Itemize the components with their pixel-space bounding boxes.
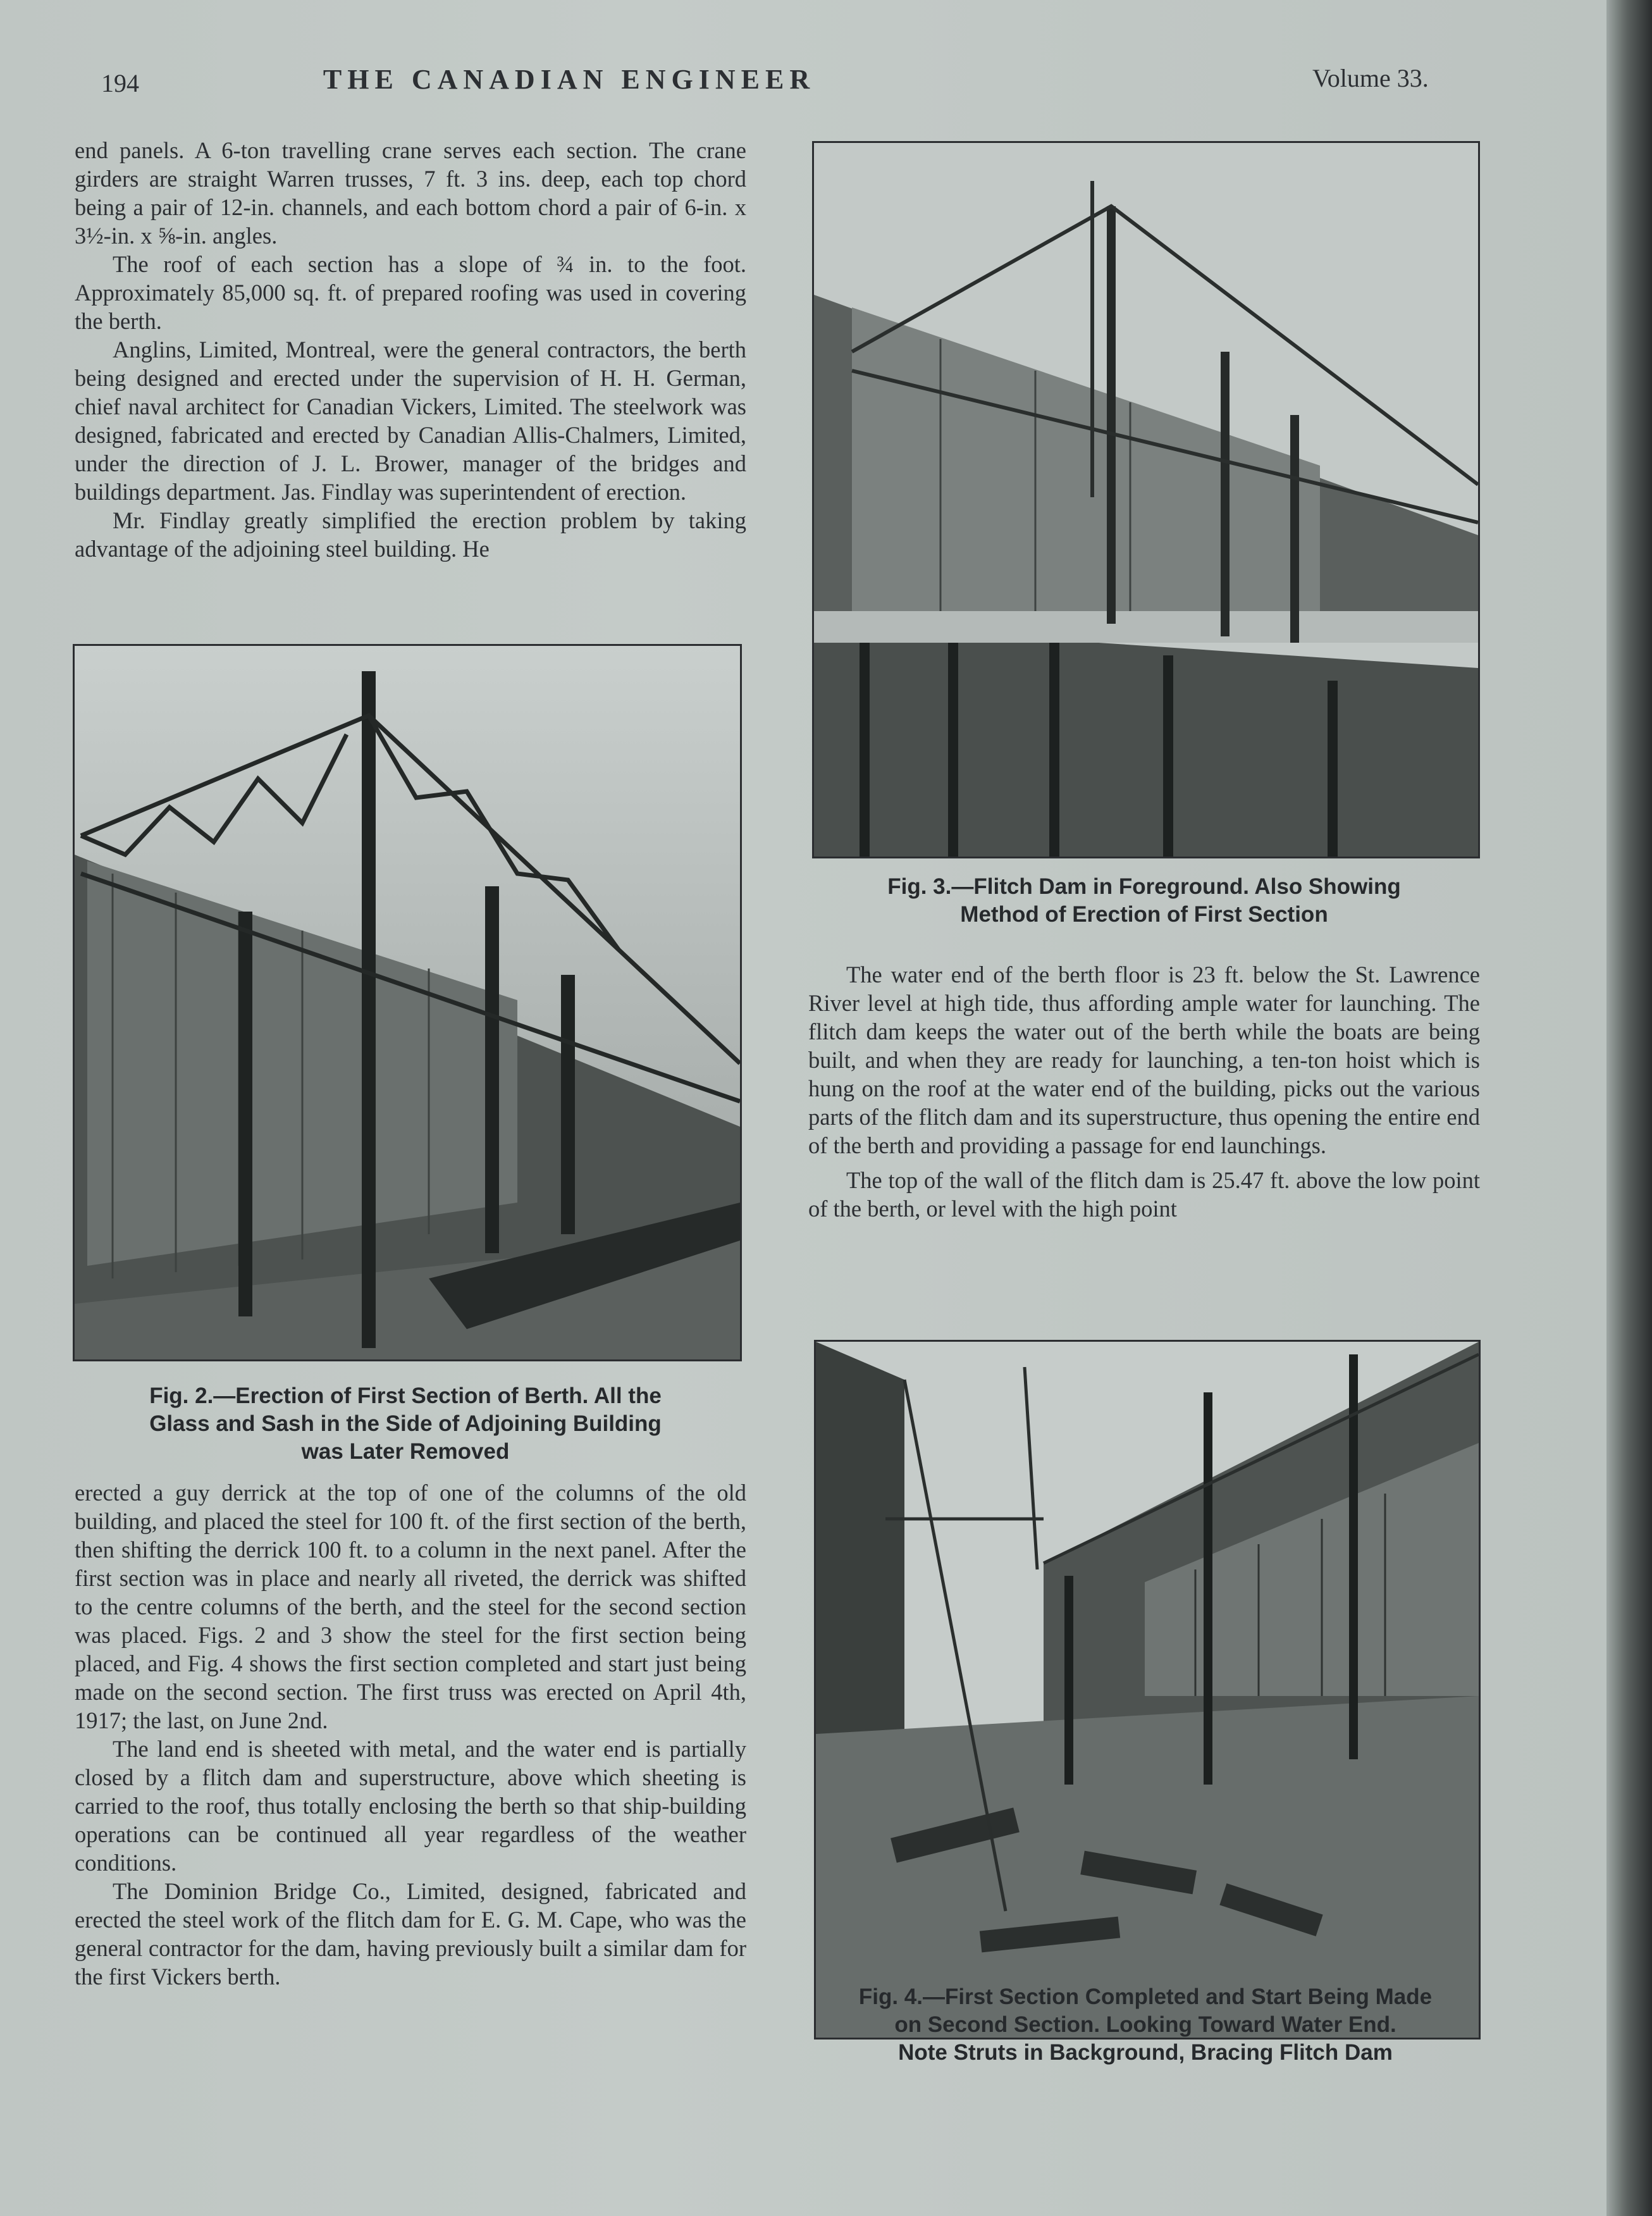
paragraph: The Dominion Bridge Co., Limited, designed, fabricated and erected the steel work of the flitch dam for E. G. M. Cape, who was the general contractor for the dam, having previously built a similar dam for the first Vickers berth. xyxy=(75,1878,746,1990)
caption-line: was Later Removed xyxy=(301,1439,510,1464)
caption-line: Fig. 4.—First Section Completed and Start Being Made xyxy=(858,1984,1433,2009)
book-spine-shadow xyxy=(1606,0,1652,2216)
fig3-caption xyxy=(812,873,1476,929)
page-number: 194 xyxy=(101,69,139,97)
caption-line: on Second Section. Looking Toward Water End. xyxy=(894,2012,1396,2037)
paragraph: Mr. Findlay greatly simplified the erection problem by taking advantage of the adjoining steel building. He xyxy=(75,507,746,562)
paragraph: erected a guy derrick at the top of one of the columns of the old building, and placed the steel for 100 ft. of the first section of the berth, then shifting the derrick 100 ft. to a column in the next panel. After the first section was in place and nearly all riveted, the derrick was shifted to the centre columns of the berth, and the steel for the second section was placed. Figs. 2 and 3 show the steel for the first section being placed, and Fig. 4 shows the first section completed and start just being made on the second section. The first truss was erected on April 4th, 1917; the last, on June 2nd. xyxy=(75,1480,746,1733)
volume-label: Volume 33. xyxy=(1312,64,1429,92)
caption-line: Note Struts in Background, Bracing Flitch Dam xyxy=(898,2040,1393,2065)
caption-line: Fig. 2.—Erection of First Section of Berth. All the xyxy=(149,1383,662,1408)
caption-line: Fig. 3.—Flitch Dam in Foreground. Also Showing xyxy=(887,874,1401,899)
left-column-bottom-text xyxy=(75,1478,746,1991)
paragraph: The top of the wall of the flitch dam is 25.47 ft. above the low point of the berth, or level with the high point xyxy=(808,1167,1480,1222)
paragraph: The water end of the berth floor is 23 ft. below the St. Lawrence River level at high tide, thus affording ample water for launching. The flitch dam keeps the water out of the berth while the boats are being built, and when they are ready for launching, a ten-ton hoist which is hung on the roof at the water end of the building, picks out the various parts of the flitch dam and its superstructure, thus opening the entire end of the berth and providing a passage for end launchings. xyxy=(808,962,1480,1158)
paragraph: The roof of each section has a slope of ¾ in. to the foot. Approximately 85,000 sq. ft. of prepared roofing was used in covering the berth. xyxy=(75,251,746,334)
fig2-caption xyxy=(73,1382,738,1466)
fig4-caption xyxy=(812,1983,1479,2067)
right-column-text xyxy=(808,960,1480,1223)
fig3-photo xyxy=(812,141,1480,858)
caption-line: Glass and Sash in the Side of Adjoining Building xyxy=(149,1411,662,1436)
left-column-top-text xyxy=(75,136,746,563)
fig4-photo xyxy=(814,1340,1481,2040)
page-header xyxy=(0,61,1606,99)
fig2-photo xyxy=(73,644,742,1361)
paragraph: end panels. A 6-ton travelling crane serves each section. The crane girders are straight Warren trusses, 7 ft. 3 ins. deep, each top chord being a pair of 12-in. channels, and each bottom chord a pair of 6-in. x 3½-in. x ⅝-in. angles. xyxy=(75,137,746,249)
paragraph: Anglins, Limited, Montreal, were the general contractors, the berth being designed and erected under the supervision of H. H. German, chief naval architect for Canadian Vickers, Limited. The steelwork was designed, fabricated and erected by Canadian Allis-Chalmers, Limited, under the direction of J. L. Brower, manager of the bridges and buildings department. Jas. Findlay was superintendent of erection. xyxy=(75,337,746,505)
journal-title: THE CANADIAN ENGINEER xyxy=(323,64,816,95)
caption-line: Method of Erection of First Section xyxy=(960,902,1328,927)
paragraph: The land end is sheeted with metal, and the water end is partially closed by a flitch dam and superstructure, above which sheeting is carried to the roof, thus totally enclosing the berth so that ship-building operations can be continued all year regardless of the weather conditions. xyxy=(75,1736,746,1876)
